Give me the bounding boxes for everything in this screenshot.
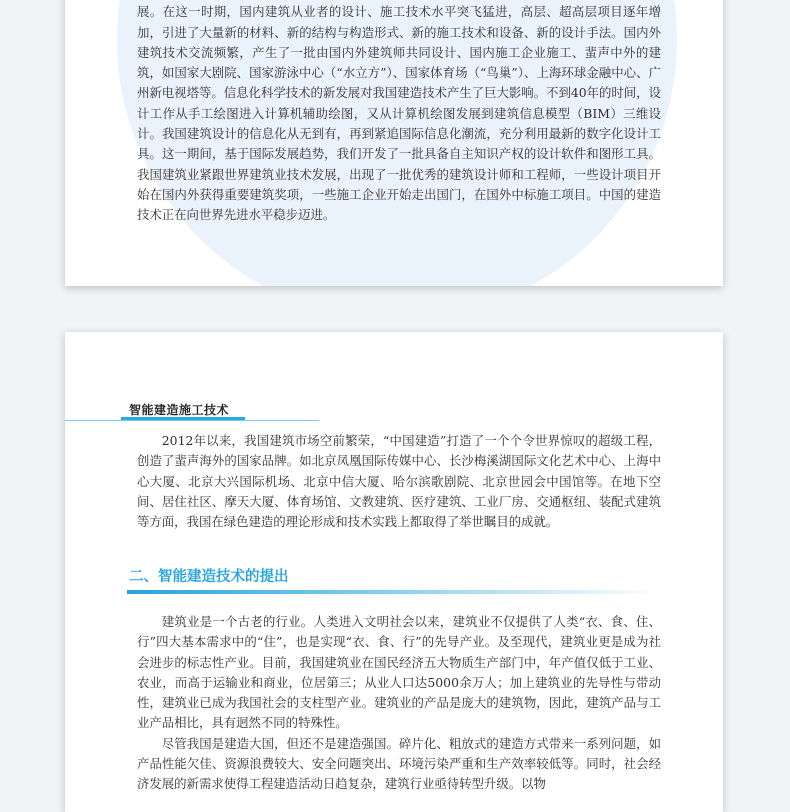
- history-paragraph: 展。在这一时期，国内建筑从业者的设计、施工技术水平突飞猛进，高层、超高层项目逐年增加，引进了大量新的材料、新的结构与构造形式、新的施工技术和设备、新的设计手法。国内外建筑技术交流频繁，产生了一批由国内外建筑师共同设计、国内施工企业施工、蜚声中外的建筑，如国家大剧院、国家游泳中心（“水立方”）、国家体育场（“鸟巢”）、上海环球金融中心、广州新电视塔等。信息化科学技术的新发展对我国建造技术产生了巨大影响。不到40年的时间，设计工作从手工绘图进入计算机辅助绘图，又从计算机绘图发展到建筑信息模型（BIM）三维设计。我国建筑设计的信息化从无到有，再到紧追国际信息化潮流，充分利用最新的数字化设计工具。这一期间，基于国际发展趋势，我们开发了一批具备自主知识产权的设计软件和图形工具。我国建筑业紧跟世界建筑业技术发展，出现了一批优秀的建筑设计师和工程师，一些设计项目开始在国内外获得重要建筑奖项，一些施工企业开始走出国门，在国外中标施工项目。中国的建造技术正在向世界先进水平稳步迈进。: [137, 4, 661, 223]
- book-page-bottom: [65, 332, 723, 812]
- section-title: 二、智能建造技术的提出: [129, 569, 289, 585]
- body-text: [137, 612, 661, 795]
- book-page-top: [65, 0, 723, 286]
- body-paragraph: 建筑业是一个古老的行业。人类进入文明社会以来，建筑业不仅提供了人类“衣、食、住、行”四大基本需求中的“住”，也是实现“衣、食、行”的先导产业。及至现代，建筑业更是成为社会进步的标志性产业。目前，我国建筑业在国民经济五大物质生产部门中，年产值仅低于工业、农业，而高于运输业和商业，位居第三；从业人口达5000余万人；加上建筑业的先导性与带动性，建筑业已成为我国社会的支柱型产业。建筑业的产品是庞大的建筑物，因此，建筑产品与工业产品相比，具有迥然不同的特殊性。: [137, 614, 661, 731]
- running-head-line: [65, 420, 319, 421]
- running-head: 智能建造施工技术: [129, 403, 230, 417]
- intro-paragraph: 2012年以来，我国建筑市场空前繁荣，“中国建造”打造了一个个令世界惊叹的超级工程，创造了蜚声海外的国家品牌。如北京凤凰国际传媒中心、长沙梅溪湖国际文化艺术中心、上海中心大厦、北京大兴国际机场、北京中信大厦、哈尔滨歌剧院、北京世园会中国馆等。在地下空间、居住社区、摩天大厦、体育场馆、文教建筑、医疗建筑、工业厂房、交通枢纽、装配式建筑等方面，我国在绿色建造的理论形成和技术实践上都取得了举世瞩目的成就。: [137, 433, 661, 530]
- body-paragraph: 尽管我国是建造大国，但还不是建造强国。碎片化、粗放式的建造方式带来一系列问题，如产品性能欠佳、资源浪费较大、安全问题突出、环境污染严重和生产效率较低等。同时，社会经济发展的新需求使得工程建造活动日趋复杂，建筑行业亟待转型升级。以物: [137, 735, 661, 792]
- section-underline: [127, 590, 661, 594]
